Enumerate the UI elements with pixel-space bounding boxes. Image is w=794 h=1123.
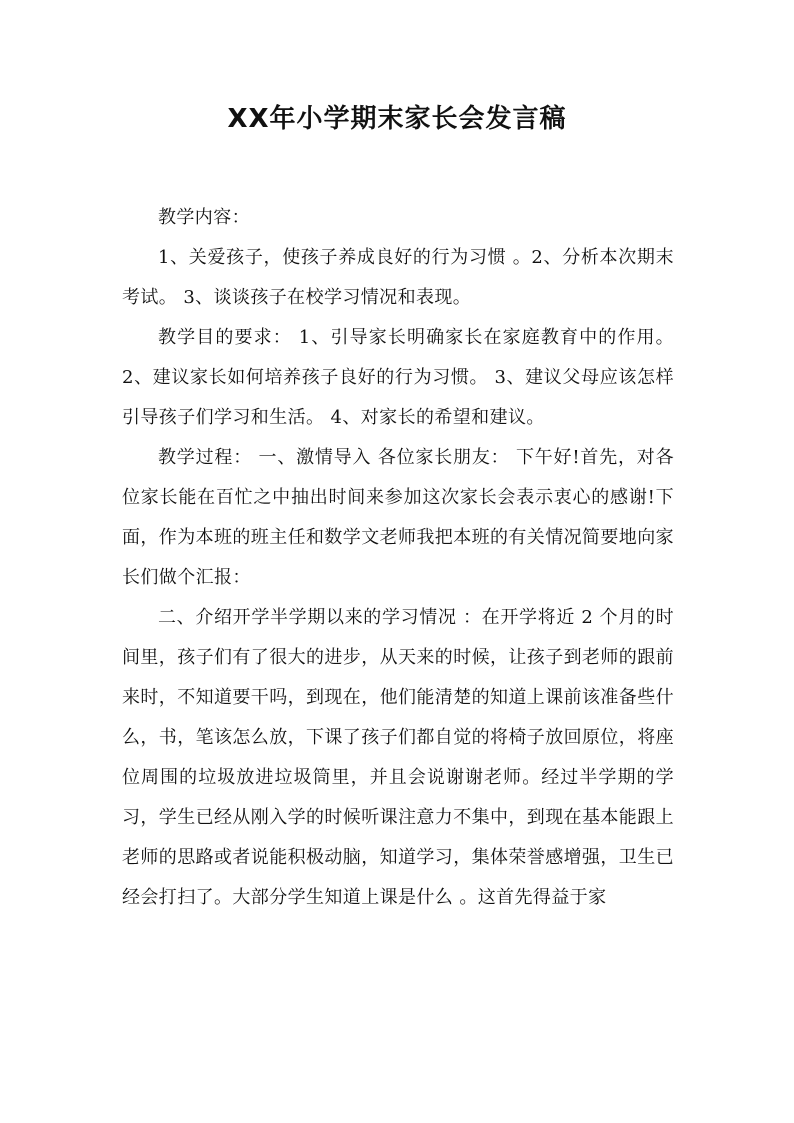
- paragraph-content-heading: 教学内容：: [158, 207, 250, 228]
- paragraph-content-items: 1、关爱孩子，使孩子养成良好的行为习惯 。2、分析本次期末考试。 3、谈谈孩子在校学习情况和表现。: [122, 247, 674, 308]
- document-body: [122, 198, 674, 918]
- paragraph-learning-situation: 二、介绍开学半学期以来的学习情况 ：在开学将近 2 个月的时间里，孩子们有了很大的进步，从天来的时候，让孩子到老师的跟前来时，不知道要干吗，到现在，他们能清楚的知道上课前该准备些什么，书，笔该怎么放，下课了孩子们都自觉的将椅子放回原位，将座位周围的垃圾放进垃圾筒里，并且会说谢谢老师。经过半学期的学习，学生已经从刚入学的时候听课注意力不集中，到现在基本能跟上老师的思路或者说能积极动脑，知道学习，集体荣誉感增强，卫生已经会打扫了。大部分学生知道上课是什么 。这首先得益于家: [122, 607, 674, 908]
- paragraph-objectives: 教学目的要求： 1、引导家长明确家长在家庭教育中的作用。 2、建议家长如何培养孩子良好的行为习惯。 3、建议父母应该怎样引导孩子们学习和生活。 4、对家长的希望和建议。: [122, 327, 674, 428]
- page-title: XX年小学期末家长会发言稿: [227, 104, 567, 134]
- paragraph-process: 教学过程： 一、激情导入 各位家长朋友： 下午好!首先，对各位家长能在百忙之中抽出时间来参加这次家长会表示衷心的感谢!下面，作为本班的班主任和数学文老师我把本班的有关情况简要地向家长们做个汇报：: [122, 447, 674, 588]
